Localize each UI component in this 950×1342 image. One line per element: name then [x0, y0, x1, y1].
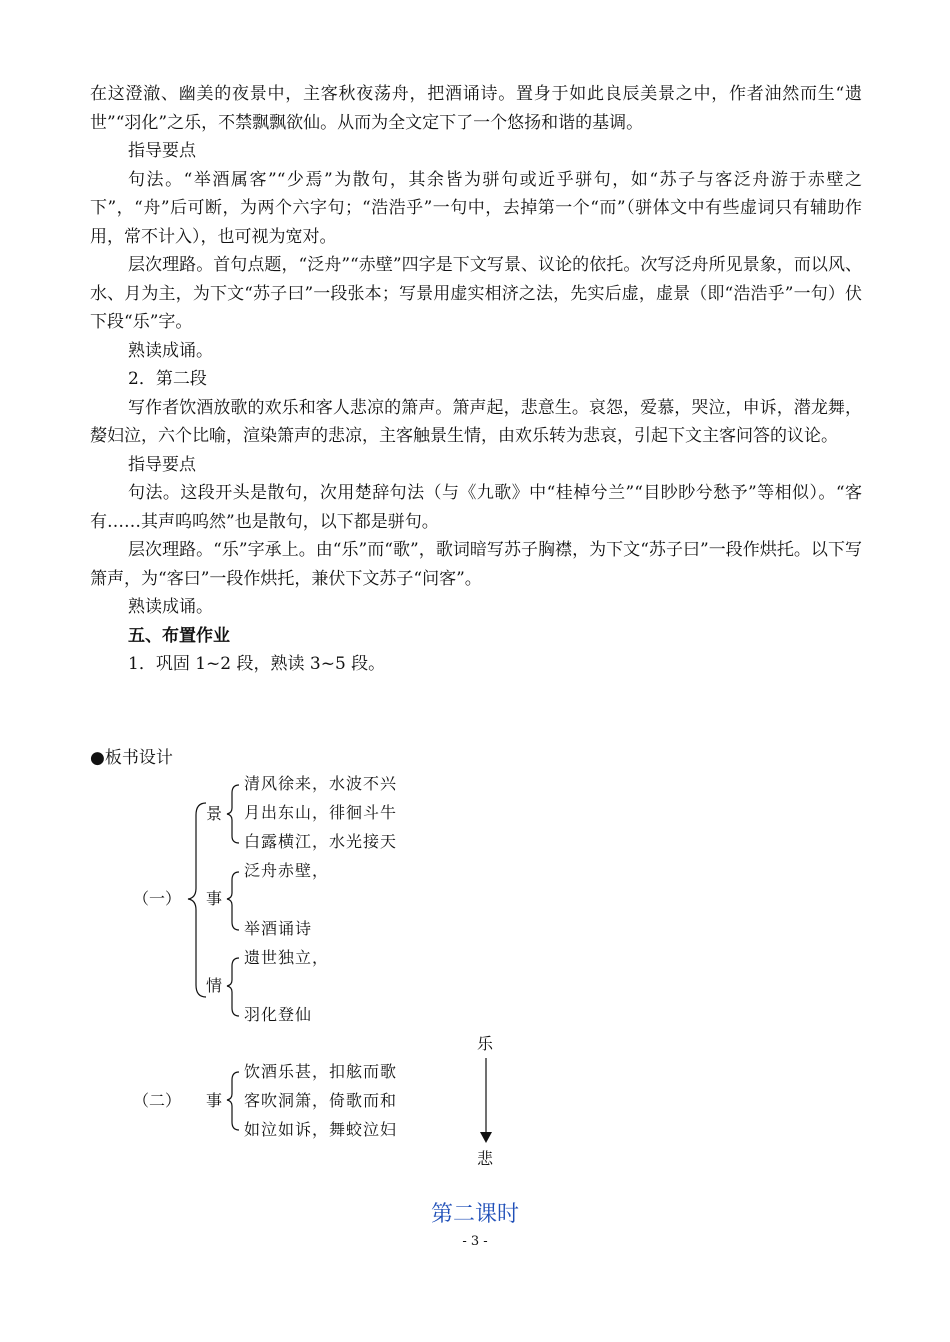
board-part2-shi-label: 事	[206, 1091, 223, 1110]
page-number: - 3 -	[462, 1234, 488, 1249]
board-design-title: ●板书设计	[90, 748, 173, 768]
board-part2-line-2: 客吹洞箫，倚歌而和	[244, 1091, 398, 1110]
board-jing-label: 景	[206, 804, 223, 823]
board-part2-label: （二）	[133, 1091, 182, 1110]
board-part1-label: （一）	[133, 889, 182, 908]
board-jing-line-2: 月出东山，徘徊斗牛	[244, 803, 398, 822]
board-shi-line-1: 泛舟赤壁，	[244, 861, 330, 880]
arrow-head-icon	[480, 1132, 492, 1143]
part2-brace-icon	[227, 1072, 239, 1130]
paragraph-8: 指导要点	[128, 454, 196, 475]
paragraph-7: 写作者饮酒放歌的欢乐和客人悲凉的箫声。箫声起，悲意生。哀怨，爱慕，哭泣，申诉，潜龙舞，嫠妇泣，六个比喻，渲染箫声的悲凉，主客触景生情，由欢乐转为悲哀，引起下文主客问答的议论。	[90, 397, 862, 446]
board-qing-line-2: 羽化登仙	[244, 1005, 313, 1024]
paragraph-5: 熟读成诵。	[128, 340, 213, 361]
paragraph-1: 在这澄澈、幽美的夜景中，主客秋夜荡舟，把酒诵诗。置身于如此良辰美景之中，作者油然而生“遗世”“羽化”之乐，不禁飘飘欲仙。从而为全文定下了一个悠扬和谐的基调。	[90, 84, 862, 133]
jing-brace-icon	[227, 785, 239, 843]
section-heading: 五、布置作业	[128, 625, 230, 646]
board-qing-label: 情	[206, 976, 223, 995]
board-part2-line-3: 如泣如诉，舞蛟泣妇	[244, 1120, 398, 1139]
paragraph-2: 指导要点	[128, 141, 196, 161]
board-jing-line-3: 白露横江，水光接天	[244, 832, 398, 851]
board-qing-line-1: 遗世独立，	[244, 948, 330, 967]
paragraph-3: 句法。“举酒属客”“少焉”为散句，其余皆为骈句或近乎骈句，如“苏子与客泛舟游于赤壁之下”，“舟”后可断，为两个六字句；“浩浩乎”一句中，去掉第一个“而”（骈体文中有些虚词只有辅助作用，常不计入），也可视为宽对。	[90, 169, 862, 247]
board-jing-line-1: 清风徐来，水波不兴	[244, 774, 398, 793]
qing-brace-icon	[227, 958, 239, 1016]
paragraph-9: 句法。这段开头是散句，次用楚辞句法（与《九歌》中“桂棹兮兰”“目眇眇兮愁予”等相似）。“客有……其声呜呜然”也是散句，以下都是骈句。	[90, 483, 862, 532]
board-part2-line-1: 饮酒乐甚，扣舷而歌	[244, 1062, 398, 1081]
paragraph-11: 熟读成诵。	[128, 597, 213, 617]
big-brace-icon	[188, 803, 206, 997]
lesson-title: 第二课时	[430, 1202, 519, 1227]
paragraph-6: 2．第二段	[128, 369, 207, 389]
homework-item: 1．巩固 1~2 段，熟读 3~5 段。	[128, 654, 386, 674]
arrow-bottom-label: 悲	[477, 1149, 494, 1168]
board-shi-label: 事	[206, 889, 223, 908]
paragraph-10: 层次理路。“乐”字承上。由“乐”而“歌”，歌词暗写苏子胸襟，为下文“苏子曰”一段作烘托。以下写箫声，为“客曰”一段作烘托，兼伏下文苏子“问客”。	[90, 540, 862, 589]
paragraph-4: 层次理路。首句点题，“泛舟”“赤壁”四字是下文写景、议论的依托。次写泛舟所见景象，而以风、水、月为主，为下文“苏子曰”一段张本；写景用虚实相济之法，先实后虚，虚景（即“浩浩乎”一句）伏下段“乐”字。	[90, 255, 862, 332]
shi-brace-icon	[227, 872, 239, 930]
board-shi-line-2: 举酒诵诗	[244, 919, 313, 938]
arrow-top-label: 乐	[477, 1034, 494, 1053]
